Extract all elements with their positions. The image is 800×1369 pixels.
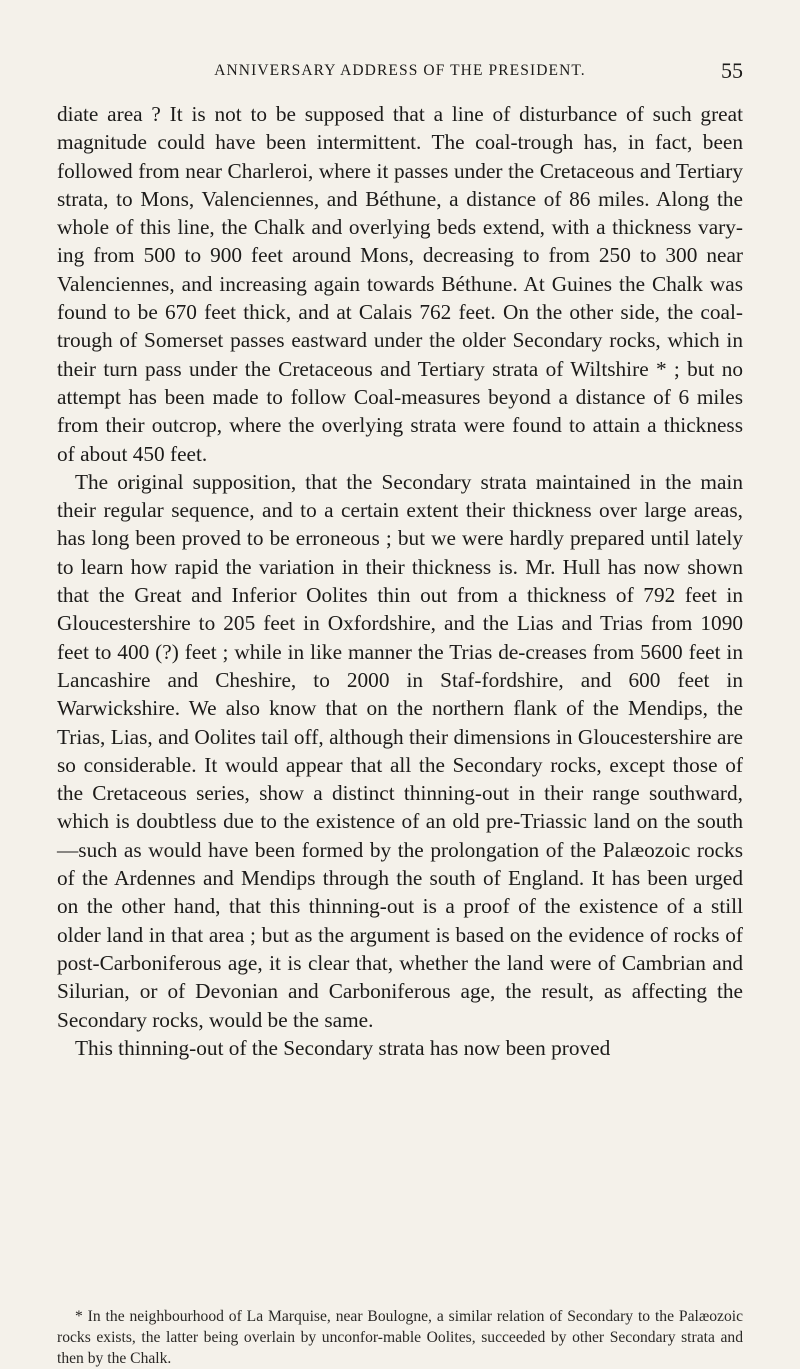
page-number: 55	[721, 58, 743, 83]
paragraph-continued: diate area ? It is not to be supposed that a line of disturbance of such great magnitude could have been intermittent. The coal-trough has, in fact, been followed from near Charleroi, where it passes under the Cretaceous and Tertiary strata, to Mons, Valenciennes, and Béthune, a distance of 86 miles. Along the whole of this line, the Chalk and overlying beds extend, with a thickness vary-ing from 500 to 900 feet around Mons, decreasing to from 250 to 300 near Valenciennes, and increasing again towards Béthune. At Guines the Chalk was found to be 670 feet thick, and at Calais 762 feet. On the other side, the coal-trough of Somerset passes eastward under the older Secondary rocks, which in their turn pass under the Cretaceous and Tertiary strata of Wiltshire * ; but no attempt has been made to follow Coal-measures beyond a distance of 6 miles from their outcrop, where the overlying strata were found to attain a thickness of about 450 feet.	[57, 102, 743, 466]
paragraph: This thinning-out of the Secondary strata has now been proved	[75, 1035, 611, 1060]
body-text	[57, 100, 743, 1062]
running-header	[57, 58, 743, 86]
footnote: * In the neighbourhood of La Marquise, near Boulogne, a similar relation of Secondary to the Palæozoic rocks exists, the latter being overlain by unconfor-mable Oolites, succeeded by other Secondary strata and then by the Chalk.	[57, 1308, 743, 1367]
paragraph: The original supposition, that the Secondary strata maintained in the main their regular sequence, and to a certain extent their thickness over large areas, has long been proved to be erroneous ; but we were hardly prepared until lately to learn how rapid the variation in their thickness is. Mr. Hull has now shown that the Great and Inferior Oolites thin out from a thickness of 792 feet in Gloucestershire to 205 feet in Oxfordshire, and the Lias and Trias from 1090 feet to 400 (?) feet ; while in like manner the Trias de-creases from 5600 feet in Lancashire and Cheshire, to 2000 in Staf-fordshire, and 600 feet in Warwickshire. We also know that on the northern flank of the Mendips, the Trias, Lias, and Oolites tail off, although their dimensions in Gloucestershire are so considerable. It would appear that all the Secondary rocks, except those of the Cretaceous series, show a distinct thinning-out in their range southward, which is doubtless due to the existence of an old pre-Triassic land on the south—such as would have been formed by the prolongation of the Palæozoic rocks of the Ardennes and Mendips through the south of England. It has been urged on the other hand, that this thinning-out is a proof of the existence of a still older land in that area ; but as the argument is based on the evidence of rocks of post-Carboniferous age, it is clear that, whether the land were of Cambrian and Silurian, or of Devonian and Carboniferous age, the result, as affecting the Secondary rocks, would be the same.	[57, 469, 743, 1032]
running-title: ANNIVERSARY ADDRESS OF THE PRESIDENT.	[214, 62, 586, 79]
